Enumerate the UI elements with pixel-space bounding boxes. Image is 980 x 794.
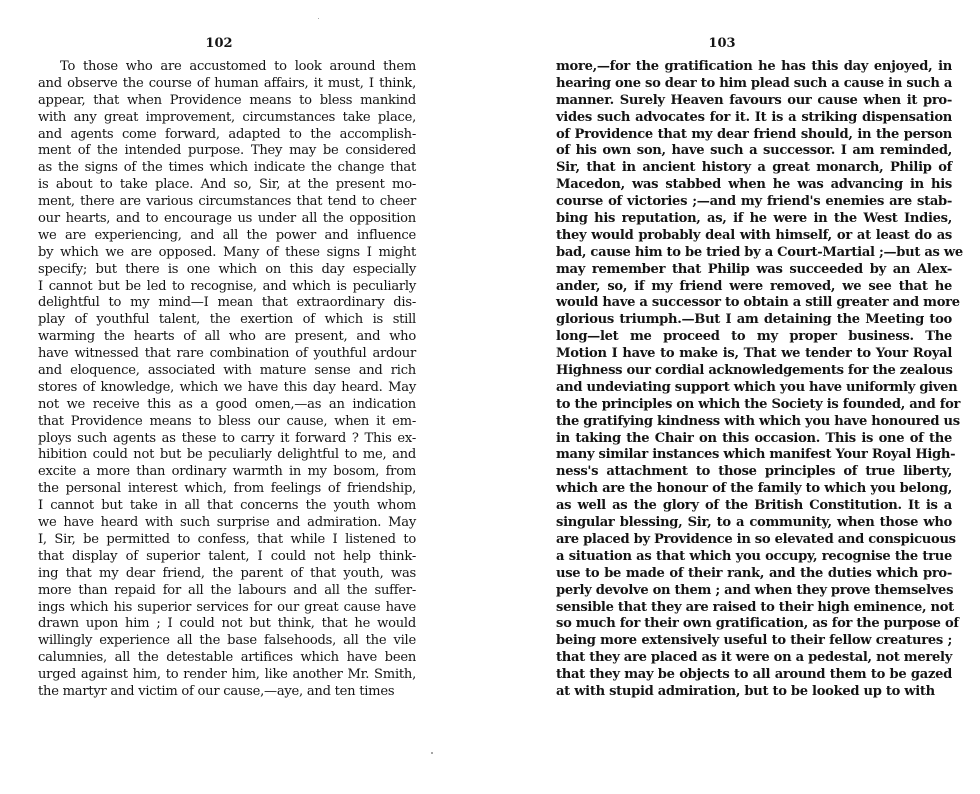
text-line: warming the hearts of all who are present, and who xyxy=(38,329,416,345)
text-line: the gratifying kindness with which you have honoured us xyxy=(556,413,960,429)
text-line: would have a successor to obtain a still greater and more xyxy=(556,295,960,311)
text-line: sensible that they are raised to their high eminence, not xyxy=(556,599,954,615)
text-line: vides such advocates for it. It is a striking dispensation xyxy=(556,109,952,125)
text-line: that Providence means to bless our cause, when it em- xyxy=(38,413,416,429)
text-line: use to be made of their rank, and the duties which pro- xyxy=(556,565,952,581)
text-line: Highness our cordial acknowledgements for the zealous xyxy=(556,363,953,379)
right-page-text xyxy=(556,59,963,701)
text-line: a situation as that which you occupy, recognise the true xyxy=(556,548,952,564)
text-line: Sir, that in ancient history a great monarch, Philip of xyxy=(556,160,952,176)
text-line: many similar instances which manifest Your Royal High- xyxy=(556,447,956,463)
text-line: that they are placed as it were on a pedestal, not merely xyxy=(556,650,952,666)
text-line: I cannot but be led to recognise, and which is peculiarly xyxy=(38,278,416,294)
text-line: and observe the course of human affairs, it must, I think, xyxy=(38,75,416,91)
text-line: at with stupid admiration, but to be looked up to with xyxy=(556,683,935,699)
text-line: are placed by Providence in so elevated and conspicuous xyxy=(556,531,956,547)
text-line: being more extensively useful to their fellow creatures ; xyxy=(556,633,952,649)
text-line: perly devolve on them ; and when they prove themselves xyxy=(556,582,954,598)
text-line: to the principles on which the Society is founded, and for xyxy=(556,396,961,412)
text-line: manner. Surely Heaven favours our cause when it pro- xyxy=(556,92,952,108)
text-line: ings which his superior services for our great cause have xyxy=(38,599,416,615)
text-line: singular blessing, Sir, to a community, when those who xyxy=(556,515,952,531)
print-speck xyxy=(318,18,319,19)
text-line: specify; but there is one which on this day especially xyxy=(38,261,416,277)
text-line: ander, so, if my friend were removed, we see that he xyxy=(556,278,952,294)
text-line: ness's attachment to those principles of true liberty, xyxy=(556,464,952,480)
text-line: with any great improvement, circumstances take place, xyxy=(38,109,416,125)
text-line: as well as the glory of the British Constitution. It is a xyxy=(556,498,952,514)
text-line: long—let me proceed to my proper business. The xyxy=(556,329,952,345)
text-line: that they may be objects to all around them to be gazed xyxy=(556,667,952,683)
text-line: ment, there are various circumstances that tend to cheer xyxy=(38,194,416,210)
page-number-right: 103 xyxy=(708,36,736,51)
text-line: calumnies, all the detestable artifices which have been xyxy=(38,650,416,666)
text-line: urged against him, to render him, like another Mr. Smith, xyxy=(38,667,416,683)
text-line: hearing one so dear to him plead such a cause in such a xyxy=(556,75,952,91)
page-number-left: 102 xyxy=(205,36,233,51)
text-line: bad, cause him to be tried by a Court-Martial ;—but as we xyxy=(556,244,963,260)
text-line: of his own son, have such a successor. I am reminded, xyxy=(556,143,952,159)
text-line: drawn upon him ; I could not but think, that he would xyxy=(38,616,416,632)
text-line: bing his reputation, as, if he were in the West Indies, xyxy=(556,211,952,227)
text-line: delightful to my mind—I mean that extraordinary dis- xyxy=(38,295,416,311)
text-line: Macedon, was stabbed when he was advancing in his xyxy=(556,177,952,193)
text-line: To those who are accustomed to look around them xyxy=(60,59,416,74)
text-line: have witnessed that rare combination of youthful ardour xyxy=(38,346,416,362)
text-line: as the signs of the times which indicate the change that xyxy=(38,160,416,176)
left-page-text xyxy=(38,59,416,701)
text-line: that display of superior talent, I could not help think- xyxy=(38,548,416,564)
text-line: ment of the intended purpose. They may be considered xyxy=(38,143,416,159)
text-line: more,—for the gratification he has this day enjoyed, in xyxy=(556,59,952,74)
text-line: our hearts, and to encourage us under all the opposition xyxy=(38,211,416,227)
text-line: ploys such agents as these to carry it forward ? This ex- xyxy=(38,430,416,446)
text-line: hibition could not but be peculiarly delightful to me, and xyxy=(38,447,416,463)
text-line: we are experiencing, and all the power and influence xyxy=(38,227,416,243)
text-line: stores of knowledge, which we have this day heard. May xyxy=(38,379,416,395)
text-line: is about to take place. And so, Sir, at the present mo- xyxy=(38,177,416,193)
print-speck xyxy=(431,752,433,754)
text-line: and eloquence, associated with mature sense and rich xyxy=(38,363,416,379)
text-line: I, Sir, be permitted to confess, that while I listened to xyxy=(38,531,416,547)
text-line: play of youthful talent, the exertion of which is still xyxy=(38,312,416,328)
text-line: more than repaid for all the labours and all the suffer- xyxy=(38,582,416,598)
text-line: and agents come forward, adapted to the accomplish- xyxy=(38,126,416,142)
text-line: in taking the Chair on this occasion. This is one of the xyxy=(556,430,952,446)
text-line: the personal interest which, from feelings of friendship, xyxy=(38,481,416,497)
text-line: by which we are opposed. Many of these signs I might xyxy=(38,244,416,260)
text-line: and undeviating support which you have uniformly given xyxy=(556,379,958,395)
text-line: not we receive this as a good omen,—as an indication xyxy=(38,396,416,412)
text-line: appear, that when Providence means to bless mankind xyxy=(38,92,416,108)
text-line: of Providence that my dear friend should, in the person xyxy=(556,126,952,142)
text-line: they would probably deal with himself, or at least do as xyxy=(556,227,952,243)
text-line: glorious triumph.—But I am detaining the Meeting too xyxy=(556,312,952,328)
text-line: I cannot but take in all that concerns the youth whom xyxy=(38,498,416,514)
text-line: we have heard with such surprise and admiration. May xyxy=(38,515,416,531)
text-line: which are the honour of the family to which you belong, xyxy=(556,481,952,497)
text-line: so much for their own gratification, as for the purpose of xyxy=(556,616,959,632)
text-line: may remember that Philip was succeeded by an Alex- xyxy=(556,261,952,277)
text-line: ing that my dear friend, the parent of that youth, was xyxy=(38,565,416,581)
text-line: Motion I have to make is, That we tender to Your Royal xyxy=(556,346,952,362)
text-line: excite a more than ordinary warmth in my bosom, from xyxy=(38,464,416,480)
text-line: course of victories ;—and my friend's enemies are stab- xyxy=(556,194,952,210)
text-line: the martyr and victim of our cause,—aye, and ten times xyxy=(38,683,395,699)
text-line: willingly experience all the base falsehoods, all the vile xyxy=(38,633,416,649)
